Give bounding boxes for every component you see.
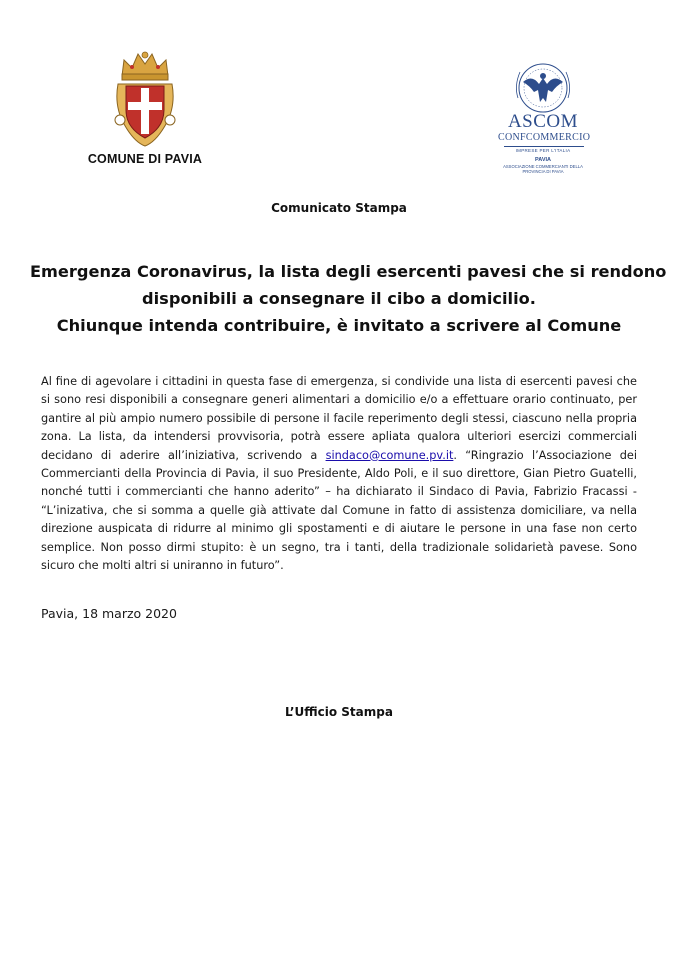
ascom-tagline: IMPRESE PER L'ITALIA <box>515 148 571 153</box>
headline-line-3: Chiunque intenda contribuire, è invitato a scrivere al Comune <box>56 316 622 335</box>
email-link[interactable]: sindaco@comune.pv.it <box>325 448 454 462</box>
comune-di-pavia-logo <box>80 46 210 166</box>
comune-di-pavia-label: COMUNE DI PAVIA <box>87 152 203 166</box>
body-paragraph <box>41 373 637 575</box>
ascom-confcommercio-logo <box>498 58 594 188</box>
headline <box>30 258 667 339</box>
date-line: Pavia, 18 marzo 2020 <box>41 606 177 621</box>
pavia-coat-of-arms-icon <box>110 46 180 150</box>
ascom-association-name: ASSOCIAZIONE COMMERCIANTI DELLA PROVINCIA DI PAVIA <box>503 164 583 174</box>
ascom-city: PAVIA <box>535 157 551 163</box>
body-text-end: . “Ringrazio l’Associazione dei Commercianti della Provincia di Pavia, il suo Presidente, Aldo Poli, e il suo direttore, Gian Pietro Guatelli, nonché tutti i commercianti che hanno aderito” – ha dichiarato il Sindaco di Pavia, Fabrizio Fracassi - “L’inizativa, che si somma a quelle già attivate dal Comune in fatto di assistenza domiciliare, va nella direzione auspicata di ridurre al minimo gli spostamenti e di aiutare le persone in una fase non certo semplice. Non posso dirmi stupito: è un segno, tra i tanti, della tradizionale solidarietà pavese. Sono sicuro che molti altri si uniranno in futuro”. <box>41 448 637 573</box>
headline-line-2: disponibili a consegnare il cibo a domicilio. <box>142 289 536 308</box>
press-release-label: Comunicato Stampa <box>271 201 407 215</box>
ascom-divider <box>504 146 584 147</box>
press-office-signature: L’Ufficio Stampa <box>285 705 393 719</box>
ascom-eagle-emblem-icon <box>508 58 578 114</box>
headline-line-1: Emergenza Coronavirus, la lista degli esercenti pavesi che si rendono <box>30 262 667 281</box>
confcommercio-label: CONFCOMMERCIO <box>498 132 591 143</box>
body-text-start: Al fine di agevolare i cittadini in questa fase di emergenza, si condivide una lista di esercenti pavesi che si sono resi disponibili a consegnare generi alimentari a domicilio e/o a effettuare orario continuato, per gantire al più ampio numero possibile di persone il facile reperimento degli stessi, ciascuno nella propria zona. La lista, da intendersi provvisoria, potrà essere apliata qualora ulteriori esercizi commerciali decidano di aderire all’iniziativa, scrivendo a <box>41 375 637 462</box>
ascom-title: ASCOM <box>507 111 579 132</box>
